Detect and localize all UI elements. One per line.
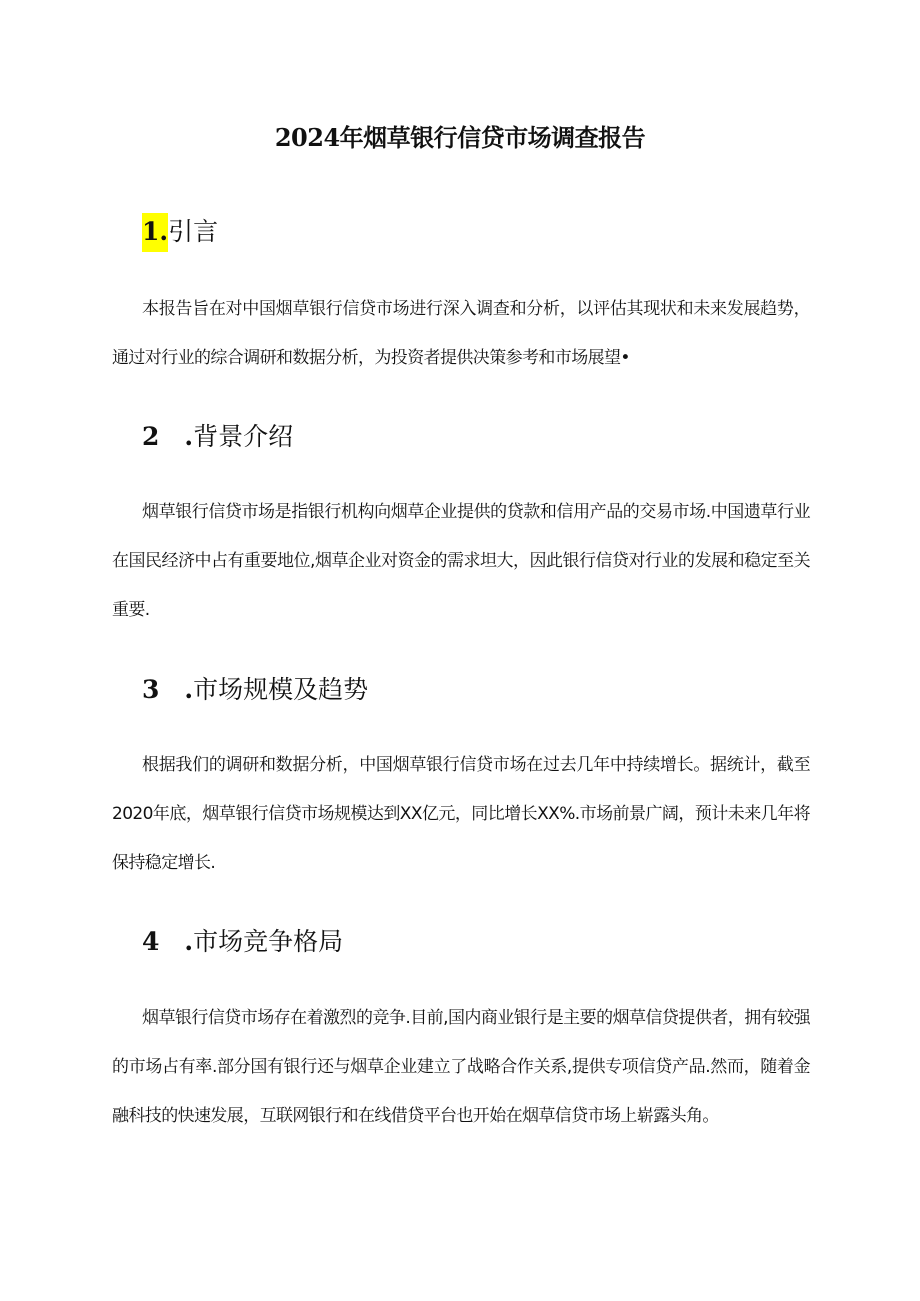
section-number-3: 3 . [142,675,194,704]
section-title-2: 背景介绍 [193,422,294,451]
section-paragraph-2: 烟草银行信贷市场是指银行机构向烟草企业提供的贷款和信用产品的交易市场.中国遗草行业在国民经济中占有重要地位,烟草企业对资金的需求坦大，因此银行信贷对行业的发展和稳定至关重要. [112,502,810,620]
section-number-1: 1. [142,213,168,252]
document-title: 2024年烟草银行信贷市场调查报告 [274,123,646,152]
section-heading-4 [142,925,343,959]
section-paragraph-3: 根据我们的调研和数据分析，中国烟草银行信贷市场在过去几年中持续增长。据统计，截至2020年底，烟草银行信贷市场规模达到XX亿元，同比增长XX%.市场前景广阔，预计未来几年将保持稳定增长. [112,755,810,873]
section-heading-2 [142,420,293,454]
section-heading-3 [142,673,368,707]
section-paragraph-1: 本报告旨在对中国烟草银行信贷市场进行深入调查和分析，以评估其现状和未来发展趋势，通过对行业的综合调研和数据分析，为投资者提供决策参考和市场展望• [112,299,810,368]
section-number-2: 2 . [142,422,194,451]
section-paragraph-4: 烟草银行信贷市场存在着激烈的竞争.目前,国内商业银行是主要的烟草信贷提供者，拥有较强的市场占有率.部分国有银行还与烟草企业建立了战略合作关系,提供专项信贷产品.然而，随着金融科技的快速发展，互联网银行和在线借贷平台也开始在烟草信贷市场上崭露头角。 [112,1008,810,1126]
section-heading-1 [142,215,218,249]
section-number-4: 4 . [142,927,194,956]
section-title-3: 市场规模及趋势 [193,675,369,704]
section-title-1: 引言 [168,217,219,246]
section-title-4: 市场竞争格局 [193,927,344,956]
